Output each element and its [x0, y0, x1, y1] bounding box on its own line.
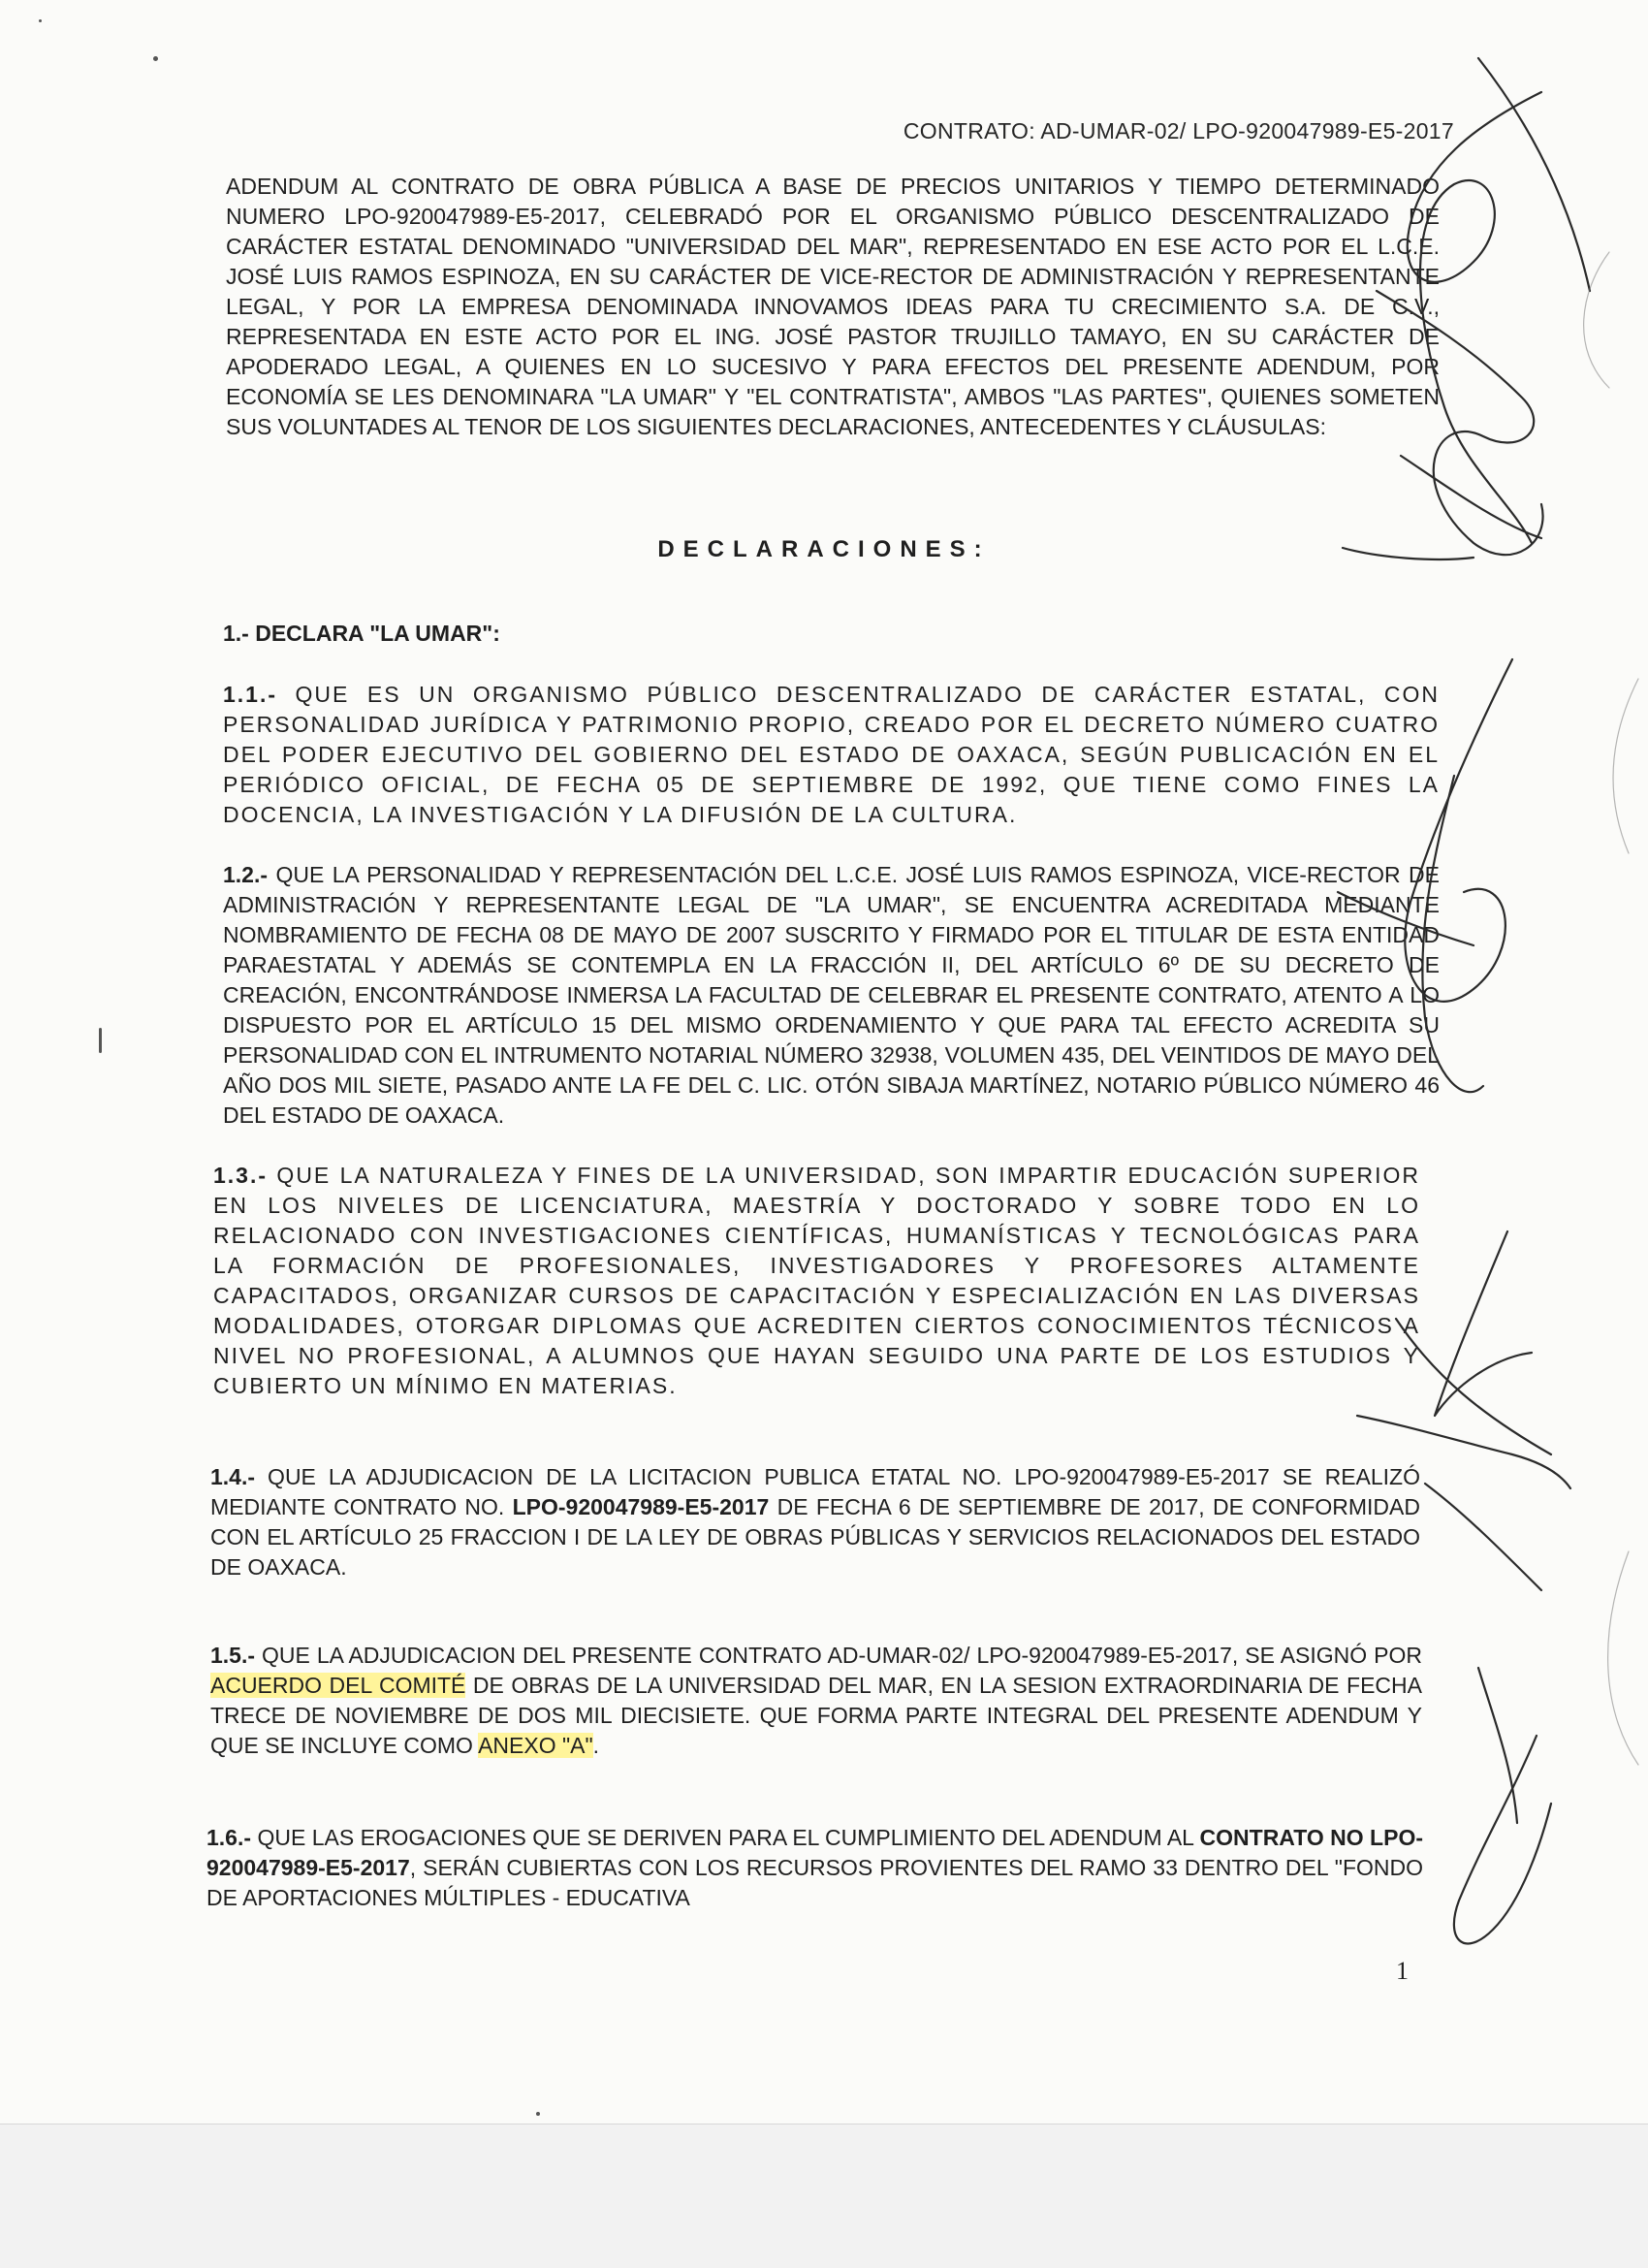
clause-1-4 [210, 1462, 1420, 1582]
highlighted-annex: ANEXO "A" [478, 1733, 593, 1758]
clause-number: 1.4.- [210, 1464, 256, 1489]
clause-1-2 [223, 860, 1440, 1131]
clause-text: DE FECHA 6 DE SEPTIEMBRE DE 2017, DE CONFORMIDAD CON EL ARTÍCULO 25 FRACCION I DE LA LEY DE OBRAS PÚBLICAS Y SERVICIOS RELACIONADOS DEL ESTADO DE OAXACA. [210, 1494, 1420, 1580]
clause-text: QUE LA NATURALEZA Y FINES DE LA UNIVERSIDAD, SON IMPARTIR EDUCACIÓN SUPERIOR EN LOS NIVELES DE LICENCIATURA, MAESTRÍA Y DOCTORADO Y SOBRE TODO EN LO RELACIONADO CON INVESTIGACIONES CIENTÍFICAS, HUMANÍSTICAS Y TECNOLÓGICAS PARA LA FORMACIÓN DE PROFESIONALES, INVESTIGADORES Y PROFESORES ALTAMENTE CAPACITADOS, ORGANIZAR CURSOS DE CAPACITACIÓN Y ESPECIALIZACIÓN EN LAS DIVERSAS MODALIDADES, OTORGAR DIPLOMAS QUE ACREDITEN CIERTOS CONOCIMIENTOS TÉCNICOS A NIVEL NO PROFESIONAL, A ALUMNOS QUE HAYAN SEGUIDO UNA PARTE DE LOS ESTUDIOS Y CUBIERTO UN MÍNIMO EN MATERIAS. [213, 1163, 1420, 1398]
clause-1-6 [206, 1823, 1423, 1913]
section-heading: DECLARACIONES: [657, 536, 991, 562]
clause-text: , SERÁN CUBIERTAS CON LOS RECURSOS PROVIENTES DEL RAMO 33 DENTRO DEL "FONDO DE APORTACIONES MÚLTIPLES - EDUCATIVA [206, 1855, 1423, 1910]
contract-number: CONTRATO NO LPO-920047989-E5-2017 [206, 1825, 1423, 1880]
clause-text: QUE LA ADJUDICACION DEL PRESENTE CONTRATO AD-UMAR-02/ LPO-920047989-E5-2017, SE ASIGNÓ POR [255, 1643, 1422, 1668]
clause-1-5 [210, 1641, 1422, 1761]
scan-speck [536, 2112, 540, 2116]
declara-umar-heading: 1.- DECLARA "LA UMAR": [223, 621, 500, 646]
clause-text: DE OBRAS DE LA UNIVERSIDAD DEL MAR, EN LA SESION EXTRAORDINARIA DE FECHA TRECE DE NOVIEMBRE DE DOS MIL DIECISIETE. QUE FORMA PARTE INTEGRAL DEL PRESENTE ADENDUM Y QUE SE INCLUYE COMO [210, 1673, 1422, 1758]
scan-speck [39, 19, 42, 22]
clause-number: 1.6.- [206, 1825, 252, 1850]
clause-1-1 [223, 680, 1440, 830]
intro-paragraph: ADENDUM AL CONTRATO DE OBRA PÚBLICA A BASE DE PRECIOS UNITARIOS Y TIEMPO DETERMINADO NUMERO LPO-920047989-E5-2017, CELEBRADÓ POR EL ORGANISMO PÚBLICO DESCENTRALIZADO DE CARÁCTER ESTATAL DENOMINADO "UNIVERSIDAD DEL MAR", REPRESENTADO EN ESE ACTO POR EL L.C.E. JOSÉ LUIS RAMOS ESPINOZA, EN SU CARÁCTER DE VICE-RECTOR DE ADMINISTRACIÓN Y REPRESENTANTE LEGAL, Y POR LA EMPRESA DENOMINADA INNOVAMOS IDEAS PARA TU CRECIMIENTO S.A. DE C.V., REPRESENTADA EN ESTE ACTO POR EL ING. JOSÉ PASTOR TRUJILLO TAMAYO, EN SU CARÁCTER DE APODERADO LEGAL, A QUIENES EN LO SUCESIVO Y PARA EFECTOS DEL PRESENTE ADENDUM, POR ECONOMÍA SE LES DENOMINARA "LA UMAR" Y "EL CONTRATISTA", AMBOS "LAS PARTES", QUIENES SOMETEN SUS VOLUNTADES AL TENOR DE LOS SIGUIENTES DECLARACIONES, ANTECEDENTES Y CLÁUSULAS: [226, 174, 1440, 439]
clause-number: 1.3.- [213, 1163, 269, 1188]
clause-text: QUE LAS EROGACIONES QUE SE DERIVEN PARA EL CUMPLIMIENTO DEL ADENDUM AL [251, 1825, 1200, 1850]
scan-speck [153, 56, 158, 61]
clause-text: QUE ES UN ORGANISMO PÚBLICO DESCENTRALIZADO DE CARÁCTER ESTATAL, CON PERSONALIDAD JURÍDICA Y PATRIMONIO PROPIO, CREADO POR EL DECRETO NÚMERO CUATRO DEL PODER EJECUTIVO DEL GOBIERNO DEL ESTADO DE OAXACA, SEGÚN PUBLICACIÓN EN EL PERIÓDICO OFICIAL, DE FECHA 05 DE SEPTIEMBRE DE 1992, QUE TIENE COMO FINES LA DOCENCIA, LA INVESTIGACIÓN Y LA DIFUSIÓN DE LA CULTURA. [223, 682, 1440, 827]
clause-1-3 [213, 1161, 1420, 1401]
contract-reference: CONTRATO: AD-UMAR-02/ LPO-920047989-E5-2017 [903, 118, 1454, 144]
contract-number: LPO-920047989-E5-2017 [512, 1494, 770, 1519]
highlighted-text: ACUERDO DEL COMITÉ [210, 1673, 466, 1698]
clause-number: 1.1.- [223, 682, 278, 707]
page-number: 1 [1396, 1957, 1409, 1985]
clause-text: QUE LA ADJUDICACION DE LA LICITACION PUBLICA ETATAL NO. LPO-920047989-E5-2017 SE REALIZÓ MEDIANTE CONTRATO NO. [210, 1464, 1420, 1519]
scan-margin [0, 2124, 1648, 2268]
scan-mark [99, 1028, 102, 1053]
clause-number: 1.2.- [223, 862, 269, 887]
clause-number: 1.5.- [210, 1643, 256, 1668]
clause-text: . [592, 1733, 600, 1758]
clause-text: QUE LA PERSONALIDAD Y REPRESENTACIÓN DEL L.C.E. JOSÉ LUIS RAMOS ESPINOZA, VICE-RECTOR DE ADMINISTRACIÓN Y REPRESENTANTE LEGAL DE "LA UMAR", SE ENCUENTRA ACREDITADA MEDIANTE NOMBRAMIENTO DE FECHA 08 DE MAYO DE 2007 SUSCRITO Y FIRMADO POR EL TITULAR DE ESTA ENTIDAD PARAESTATAL Y ADEMÁS SE CONTEMPLA EN LA FRACCIÓN II, DEL ARTÍCULO 6º DE SU DECRETO DE CREACIÓN, ENCONTRÁNDOSE INMERSA LA FACULTAD DE CELEBRAR EL PRESENTE CONTRATO, ATENTO A LO DISPUESTO POR EL ARTÍCULO 15 DEL MISMO ORDENAMIENTO Y QUE PARA TAL EFECTO ACREDITA SU PERSONALIDAD CON EL INTRUMENTO NOTARIAL NÚMERO 32938, VOLUMEN 435, DEL VEINTIDOS DE MAYO DEL AÑO DOS MIL SIETE, PASADO ANTE LA FE DEL C. LIC. OTÓN SIBAJA MARTÍNEZ, NOTARIO PÚBLICO NÚMERO 46 DEL ESTADO DE OAXACA. [223, 862, 1440, 1128]
